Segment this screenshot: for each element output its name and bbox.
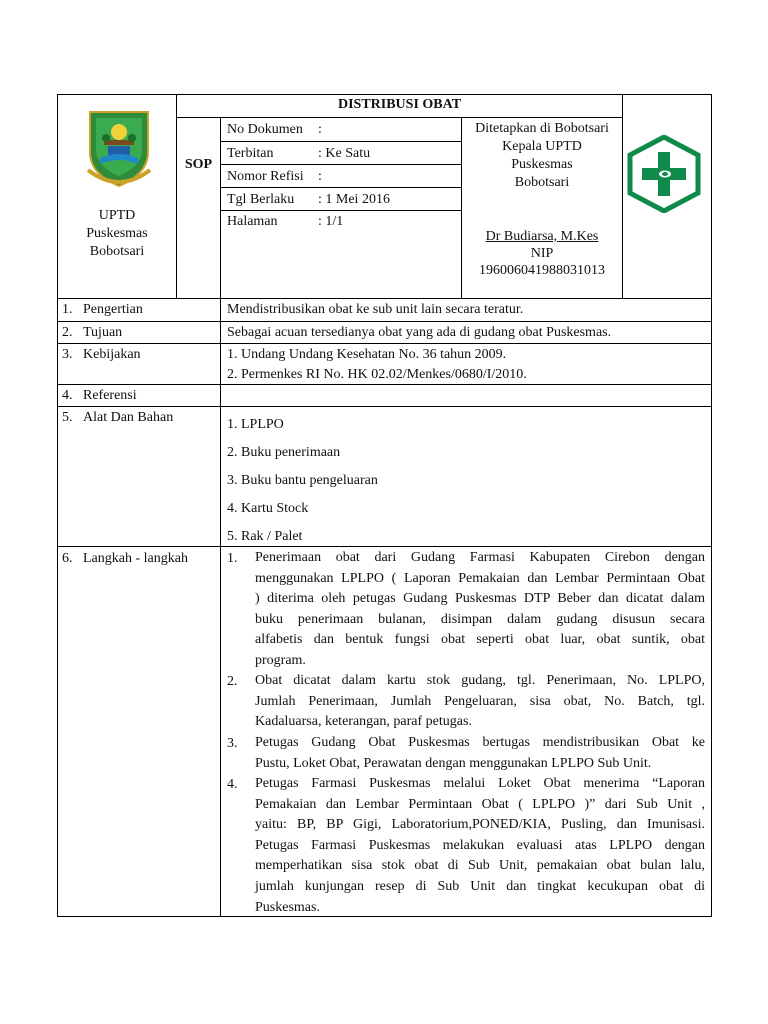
field-label: Halaman [227,214,278,229]
signer-nip-label: NIP [530,246,554,261]
step-line: program. [255,652,306,668]
field-value: : 1 Mei 2016 [318,192,390,207]
puskesmas-logo [627,135,701,213]
section-num: 6. [62,551,73,566]
alat-item: 4. Kartu Stock [227,501,309,516]
alat-item: 1. LPLPO [227,417,284,432]
org-name [58,207,176,261]
step-line: buku penerimaan bulanan, disimpan dalam gudang disusun secara [255,611,705,627]
org-name-line: Puskesmas [86,226,148,241]
field-value: : Ke Satu [318,146,371,161]
section-label: Pengertian [83,302,143,317]
step-line: Petugas Farmasi Puskesmas melalui Loket Obat menerima “Laporan [255,776,705,791]
step-line: jumlah kunjungan resep di Sub Unit dan tingkat kecukupan obat di [255,878,705,894]
step-num: 4. [227,777,238,792]
kebijakan-item: 1. Undang Undang Kesehatan No. 36 tahun 2009. [227,347,507,362]
step-line: Petugas Farmasi Puskesmas melakukan evaluasi atas LPLPO dengan [255,837,705,853]
step-line: Pustu, Loket Obat, Perawatan dengan menggunakan LPLPO Sub Unit. [255,755,652,771]
step-text [255,671,705,733]
step-line: Obat dicatat dalam kartu stok gudang, tgl. Penerimaan, No. LPLPO, [255,673,705,688]
section-num: 2. [62,325,73,340]
approval-line: Kepala UPTD [502,139,582,154]
pengertian-text: Mendistribusikan obat ke sub unit lain secara teratur. [227,302,524,317]
step-line: ) diterima oleh petugas Gudang Puskesmas DTP Beber dan dicatat dalam [255,591,705,607]
step-line: Jumlah Penerimaan, Jumlah Pengeluaran, sisa obat, No. Batch, tgl. [255,693,705,709]
section-label: Alat Dan Bahan [83,410,174,425]
field-label: Nomor Refisi [227,169,304,184]
tujuan-text: Sebagai acuan tersedianya obat yang ada di gudang obat Puskesmas. [227,325,612,340]
section-num: 5. [62,410,73,425]
step-text [255,774,705,918]
approval-block [462,120,622,192]
alat-item: 2. Buku penerimaan [227,445,341,460]
regency-crest-logo [84,108,154,192]
step-text [255,548,705,672]
alat-item: 5. Rak / Palet [227,529,303,544]
sop-label: SOP [184,157,213,172]
approval-line: Puskesmas [511,157,573,172]
field-value: : [318,169,322,184]
step-line: alfabetis dan bentuk fungsi obat seperti obat luar, obat suntik, obat [255,632,705,648]
signer-name: Dr Budiarsa, M.Kes [485,229,599,244]
section-num: 3. [62,347,73,362]
step-num: 1. [227,551,238,566]
step-line: Puskesmas. [255,899,320,915]
step-num: 2. [227,674,238,689]
field-value: : 1/1 [318,214,344,229]
document-title: DISTRIBUSI OBAT [337,97,462,112]
step-line: memperhatikan sisa stok obat di Sub Unit, pemakaian obat bulan lalu, [255,858,705,874]
field-value: : [318,122,322,137]
approval-line: Bobotsari [514,175,570,190]
field-label: Tgl Berlaku [227,192,295,207]
kebijakan-item: 2. Permenkes RI No. HK 02.02/Menkes/0680/I/2010. [227,367,527,382]
section-label: Referensi [83,388,137,403]
alat-item: 3. Buku bantu pengeluaran [227,473,378,488]
step-line: Pemakaian dan Lembar Permintaan Obat ( LPLPO )” dari Sub Unit , [255,796,705,812]
field-label: Terbitan [227,146,274,161]
signer-nip: 196006041988031013 [479,263,605,278]
org-name-line: UPTD [98,208,136,223]
step-line: menggunakan LPLPO ( Laporan Pemakaian dan Lembar Permintaan Obat [255,570,705,586]
field-label: No Dokumen [227,122,303,137]
step-line: yaitu: BP, BP Gigi, Laboratorium,PONED/KIA, Pusling, dan Imunisasi. [255,817,705,833]
section-label: Tujuan [83,325,123,340]
step-line: Kadaluarsa, keterangan, paraf petugas. [255,714,472,730]
approval-line: Ditetapkan di Bobotsari [475,121,609,136]
step-line: Penerimaan obat dari Gudang Farmasi Kabupaten Cirebon dengan [255,550,705,565]
step-num: 3. [227,736,238,751]
org-name-line: Bobotsari [89,244,145,259]
step-text [255,733,705,774]
section-num: 1. [62,302,73,317]
step-line: Petugas Gudang Obat Puskesmas bertugas mendistribusikan Obat ke [255,735,705,750]
section-label: Langkah - langkah [83,551,188,566]
section-label: Kebijakan [83,347,141,362]
section-num: 4. [62,388,73,403]
